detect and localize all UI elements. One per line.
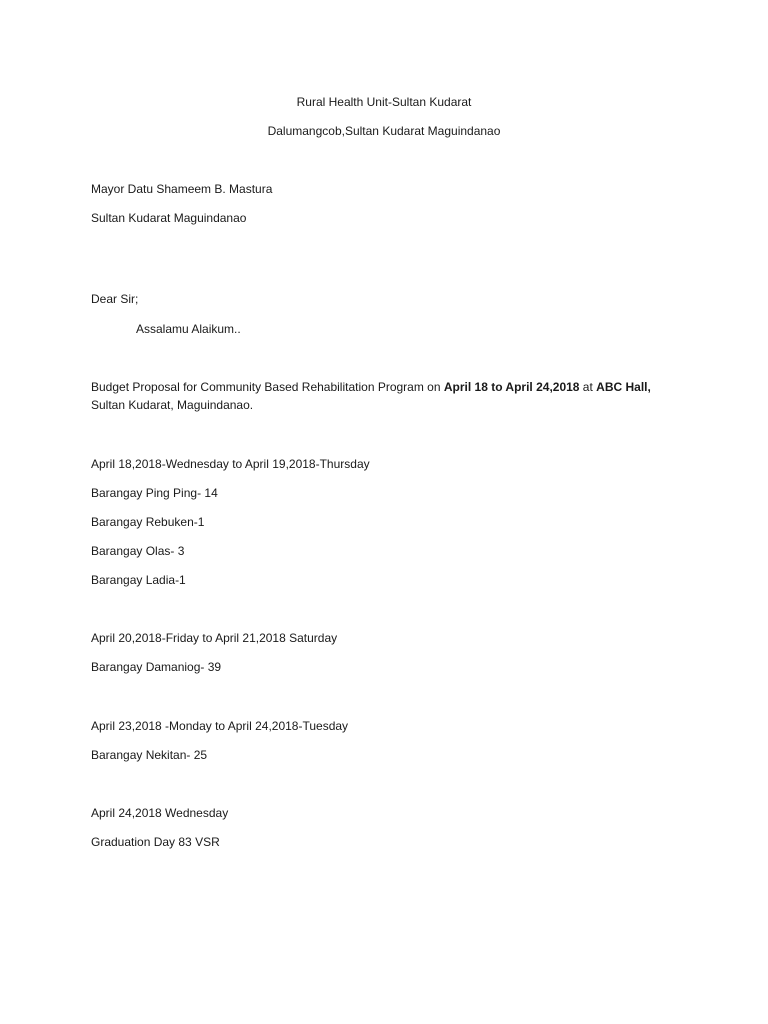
schedule-date-3: April 23,2018 -Monday to April 24,2018-Tuesday [91, 719, 349, 733]
schedule-date-4: April 24,2018 Wednesday [91, 806, 229, 820]
proposal-dates: April 18 to April 24,2018 [443, 380, 580, 394]
org-name: Rural Health Unit-Sultan Kudarat [296, 95, 472, 109]
schedule-date-1: April 18,2018-Wednesday to April 19,2018-Thursday [91, 457, 370, 471]
schedule-item: Barangay Damaniog- 39 [91, 660, 222, 674]
salutation: Dear Sir; [91, 292, 139, 306]
opening-greeting: Assalamu Alaikum.. [136, 322, 241, 336]
proposal-line-2: Sultan Kudarat, Maguindanao. [91, 398, 254, 412]
proposal-line-1 [91, 380, 651, 394]
proposal-prefix: Budget Proposal for Community Based Rehabilitation Program on [91, 380, 444, 394]
schedule-item: Graduation Day 83 VSR [91, 835, 220, 849]
recipient-name: Mayor Datu Shameem B. Mastura [91, 182, 273, 196]
proposal-at: at [579, 380, 597, 394]
recipient-address: Sultan Kudarat Maguindanao [91, 211, 247, 225]
schedule-item: Barangay Rebuken-1 [91, 515, 205, 529]
org-address: Dalumangcob,Sultan Kudarat Maguindanao [267, 124, 501, 138]
schedule-item: Barangay Ping Ping- 14 [91, 486, 218, 500]
proposal-venue: ABC Hall, [596, 380, 651, 394]
schedule-item: Barangay Nekitan- 25 [91, 748, 208, 762]
schedule-date-2: April 20,2018-Friday to April 21,2018 Saturday [91, 631, 338, 645]
schedule-item: Barangay Ladia-1 [91, 573, 186, 587]
schedule-item: Barangay Olas- 3 [91, 544, 185, 558]
